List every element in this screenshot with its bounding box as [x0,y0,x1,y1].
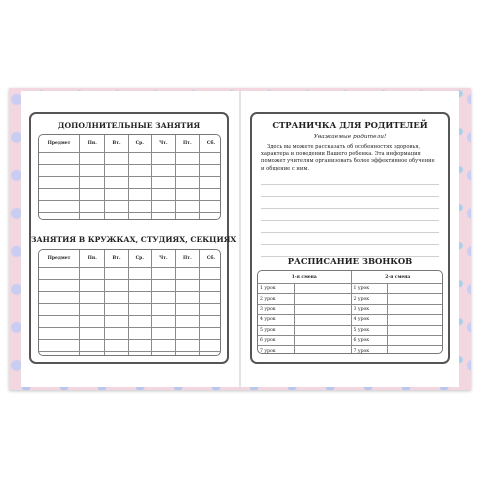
grid-cell[interactable] [151,292,175,304]
bell-schedule-body [258,284,444,355]
grid-cell[interactable] [175,340,199,352]
lesson-time-field[interactable] [294,315,351,325]
lesson-time-field[interactable] [388,325,444,335]
grid-cell[interactable] [151,352,175,357]
grid-cell[interactable] [175,352,199,357]
lesson-time-field[interactable] [294,304,351,314]
writing-line[interactable] [261,196,439,197]
column-header-tue: Вт. [105,250,128,268]
grid-cell[interactable] [151,213,175,221]
grid-cell[interactable] [128,213,151,221]
lesson-label: 4 урок [351,315,388,325]
table-row [258,335,444,345]
grid-cell[interactable] [39,280,80,292]
grid-cell[interactable] [199,165,221,177]
grid-cell[interactable] [199,177,221,189]
grid-cell[interactable] [80,201,105,213]
grid-cell[interactable] [105,153,128,165]
grid-cell[interactable] [199,328,221,340]
grid-cell[interactable] [151,177,175,189]
grid-cell[interactable] [39,340,80,352]
left-frame [29,112,237,364]
lesson-time-field[interactable] [388,294,444,304]
grid-cell[interactable] [105,328,128,340]
lesson-time-field[interactable] [388,315,444,325]
grid-cell[interactable] [128,189,151,201]
lesson-time-field[interactable] [294,346,351,354]
grid-cell[interactable] [39,292,80,304]
grid-cell[interactable] [105,213,128,221]
table-row [39,280,222,292]
grid-cell[interactable] [151,304,175,316]
clubs-title: ЗАНЯТИЯ В КРУЖКАХ, СТУДИЯХ, СЕКЦИЯХ [31,235,237,244]
lesson-label: 3 урок [351,304,388,314]
grid-cell[interactable] [151,153,175,165]
lesson-time-field[interactable] [294,335,351,345]
table-row [258,284,444,294]
grid-cell[interactable] [39,165,80,177]
lesson-label: 4 урок [258,315,295,325]
lesson-label: 1 урок [351,284,388,294]
grid-cell[interactable] [80,189,105,201]
grid-cell[interactable] [105,268,128,280]
grid-cell[interactable] [175,304,199,316]
table-row [39,165,222,177]
lesson-label: 2 урок [258,294,295,304]
right-frame [250,112,450,364]
grid-cell[interactable] [80,292,105,304]
grid-cell[interactable] [39,201,80,213]
grid-cell[interactable] [39,304,80,316]
table-row [39,213,222,221]
table-row [39,177,222,189]
grid-cell[interactable] [80,165,105,177]
grid-cell[interactable] [151,268,175,280]
grid-cell[interactable] [199,292,221,304]
shift-1-header: 1-я смена [258,271,352,284]
grid-cell[interactable] [80,316,105,328]
bell-schedule-table [257,270,443,354]
grid-cell[interactable] [175,213,199,221]
column-header-sat: Сб. [199,135,221,153]
lesson-time-field[interactable] [294,294,351,304]
grid-cell[interactable] [199,316,221,328]
grid-cell[interactable] [105,304,128,316]
grid-cell[interactable] [175,316,199,328]
grid-cell[interactable] [128,316,151,328]
grid-cell[interactable] [199,268,221,280]
grid-cell[interactable] [151,280,175,292]
grid-cell[interactable] [128,268,151,280]
grid-cell[interactable] [175,280,199,292]
grid-cell[interactable] [80,328,105,340]
table-row [39,268,222,280]
lesson-time-field[interactable] [294,325,351,335]
grid-cell[interactable] [105,177,128,189]
grid-cell[interactable] [128,153,151,165]
grid-cell[interactable] [128,292,151,304]
grid-cell[interactable] [175,189,199,201]
column-header-fri: Пт. [175,250,199,268]
grid-cell[interactable] [199,201,221,213]
table-row [39,292,222,304]
grid-cell[interactable] [105,165,128,177]
grid-cell[interactable] [199,189,221,201]
column-header-sat: Сб. [199,250,221,268]
grid-cell[interactable] [128,165,151,177]
grid-cell[interactable] [151,328,175,340]
grid-cell[interactable] [39,213,80,221]
lesson-time-field[interactable] [388,284,444,294]
grid-cell[interactable] [128,201,151,213]
table-row [39,340,222,352]
grid-cell[interactable] [80,352,105,357]
bell-schedule-title: РАСПИСАНИЕ ЗВОНКОВ [287,256,413,266]
grid-cell[interactable] [39,352,80,357]
grid-cell[interactable] [175,153,199,165]
extra-classes-table [38,134,221,220]
grid-cell[interactable] [39,177,80,189]
table-row [258,315,444,325]
grid-cell[interactable] [105,316,128,328]
lesson-time-field[interactable] [388,346,444,354]
column-header-wed: Ср. [128,135,151,153]
grid-cell[interactable] [199,213,221,221]
grid-cell[interactable] [151,316,175,328]
grid-cell[interactable] [199,153,221,165]
extra-classes-header-row [39,135,222,153]
clubs-table [38,249,221,356]
grid-cell[interactable] [128,177,151,189]
grid-cell[interactable] [80,153,105,165]
grid-cell[interactable] [39,316,80,328]
grid-cell[interactable] [199,340,221,352]
right-page [241,91,459,387]
grid-cell[interactable] [39,153,80,165]
grid-cell[interactable] [39,328,80,340]
column-header-thu: Чт. [151,250,175,268]
lesson-label: 5 урок [258,325,295,335]
column-header-subject: Предмет [39,135,80,153]
grid-cell[interactable] [199,304,221,316]
lesson-label: 6 урок [351,335,388,345]
grid-cell[interactable] [105,280,128,292]
grid-cell[interactable] [151,201,175,213]
grid-cell[interactable] [80,213,105,221]
parents-page-title: СТРАНИЧКА ДЛЯ РОДИТЕЛЕЙ [272,120,428,130]
table-row [258,346,444,354]
writing-line[interactable] [261,232,439,233]
extra-classes-title: ДОПОЛНИТЕЛЬНЫЕ ЗАНЯТИЯ [57,121,201,130]
column-header-tue: Вт. [105,135,128,153]
lesson-label: 6 урок [258,335,295,345]
lesson-label: 2 урок [351,294,388,304]
lesson-label: 5 урок [351,325,388,335]
table-row [39,328,222,340]
parents-paragraph: Здесь вы можете рассказать об особенностях здоровья, характера и поведении Вашего ребенка. Эта информация поможет учителям организовать более эффективное обучение и общение с ним. [261,144,435,172]
lesson-label: 7 урок [351,346,388,354]
table-row [258,294,444,304]
writing-line[interactable] [261,208,439,209]
lesson-time-field[interactable] [388,304,444,314]
column-header-mon: Пн. [80,250,105,268]
grid-cell[interactable] [128,328,151,340]
grid-cell[interactable] [128,304,151,316]
grid-cell[interactable] [175,268,199,280]
grid-cell[interactable] [39,189,80,201]
lesson-label: 1 урок [258,284,295,294]
writing-line[interactable] [261,184,439,185]
grid-cell[interactable] [151,189,175,201]
lesson-time-field[interactable] [294,284,351,294]
grid-cell[interactable] [105,189,128,201]
lesson-label: 7 урок [258,346,295,354]
clubs-body [39,268,222,357]
grid-cell[interactable] [105,352,128,357]
grid-cell[interactable] [128,280,151,292]
table-row [39,352,222,357]
grid-cell[interactable] [105,292,128,304]
grid-cell[interactable] [80,304,105,316]
writing-line[interactable] [261,220,439,221]
table-row [39,316,222,328]
writing-line[interactable] [261,244,439,245]
clubs-header-row [39,250,222,268]
column-header-wed: Ср. [128,250,151,268]
grid-cell[interactable] [151,340,175,352]
column-header-fri: Пт. [175,135,199,153]
table-row [258,325,444,335]
grid-cell[interactable] [80,268,105,280]
parents-greeting: Уважаемые родители! [313,134,387,140]
grid-cell[interactable] [105,201,128,213]
column-header-thu: Чт. [151,135,175,153]
grid-cell[interactable] [175,177,199,189]
lesson-label: 3 урок [258,304,295,314]
lesson-time-field[interactable] [388,335,444,345]
grid-cell[interactable] [105,340,128,352]
grid-cell[interactable] [80,340,105,352]
column-header-subject: Предмет [39,250,80,268]
grid-cell[interactable] [199,280,221,292]
table-row [39,153,222,165]
grid-cell[interactable] [175,201,199,213]
grid-cell[interactable] [199,352,221,357]
grid-cell[interactable] [80,177,105,189]
grid-cell[interactable] [151,165,175,177]
table-row [39,304,222,316]
table-row [39,189,222,201]
table-row [39,201,222,213]
column-header-mon: Пн. [80,135,105,153]
left-page [21,91,239,387]
grid-cell[interactable] [175,165,199,177]
grid-cell[interactable] [80,280,105,292]
grid-cell[interactable] [175,292,199,304]
grid-cell[interactable] [175,328,199,340]
table-row [258,304,444,314]
grid-cell[interactable] [39,268,80,280]
grid-cell[interactable] [128,340,151,352]
grid-cell[interactable] [128,352,151,357]
extra-classes-body [39,153,222,221]
bell-schedule-header-row [258,271,444,284]
shift-2-header: 2-я смена [351,271,443,284]
